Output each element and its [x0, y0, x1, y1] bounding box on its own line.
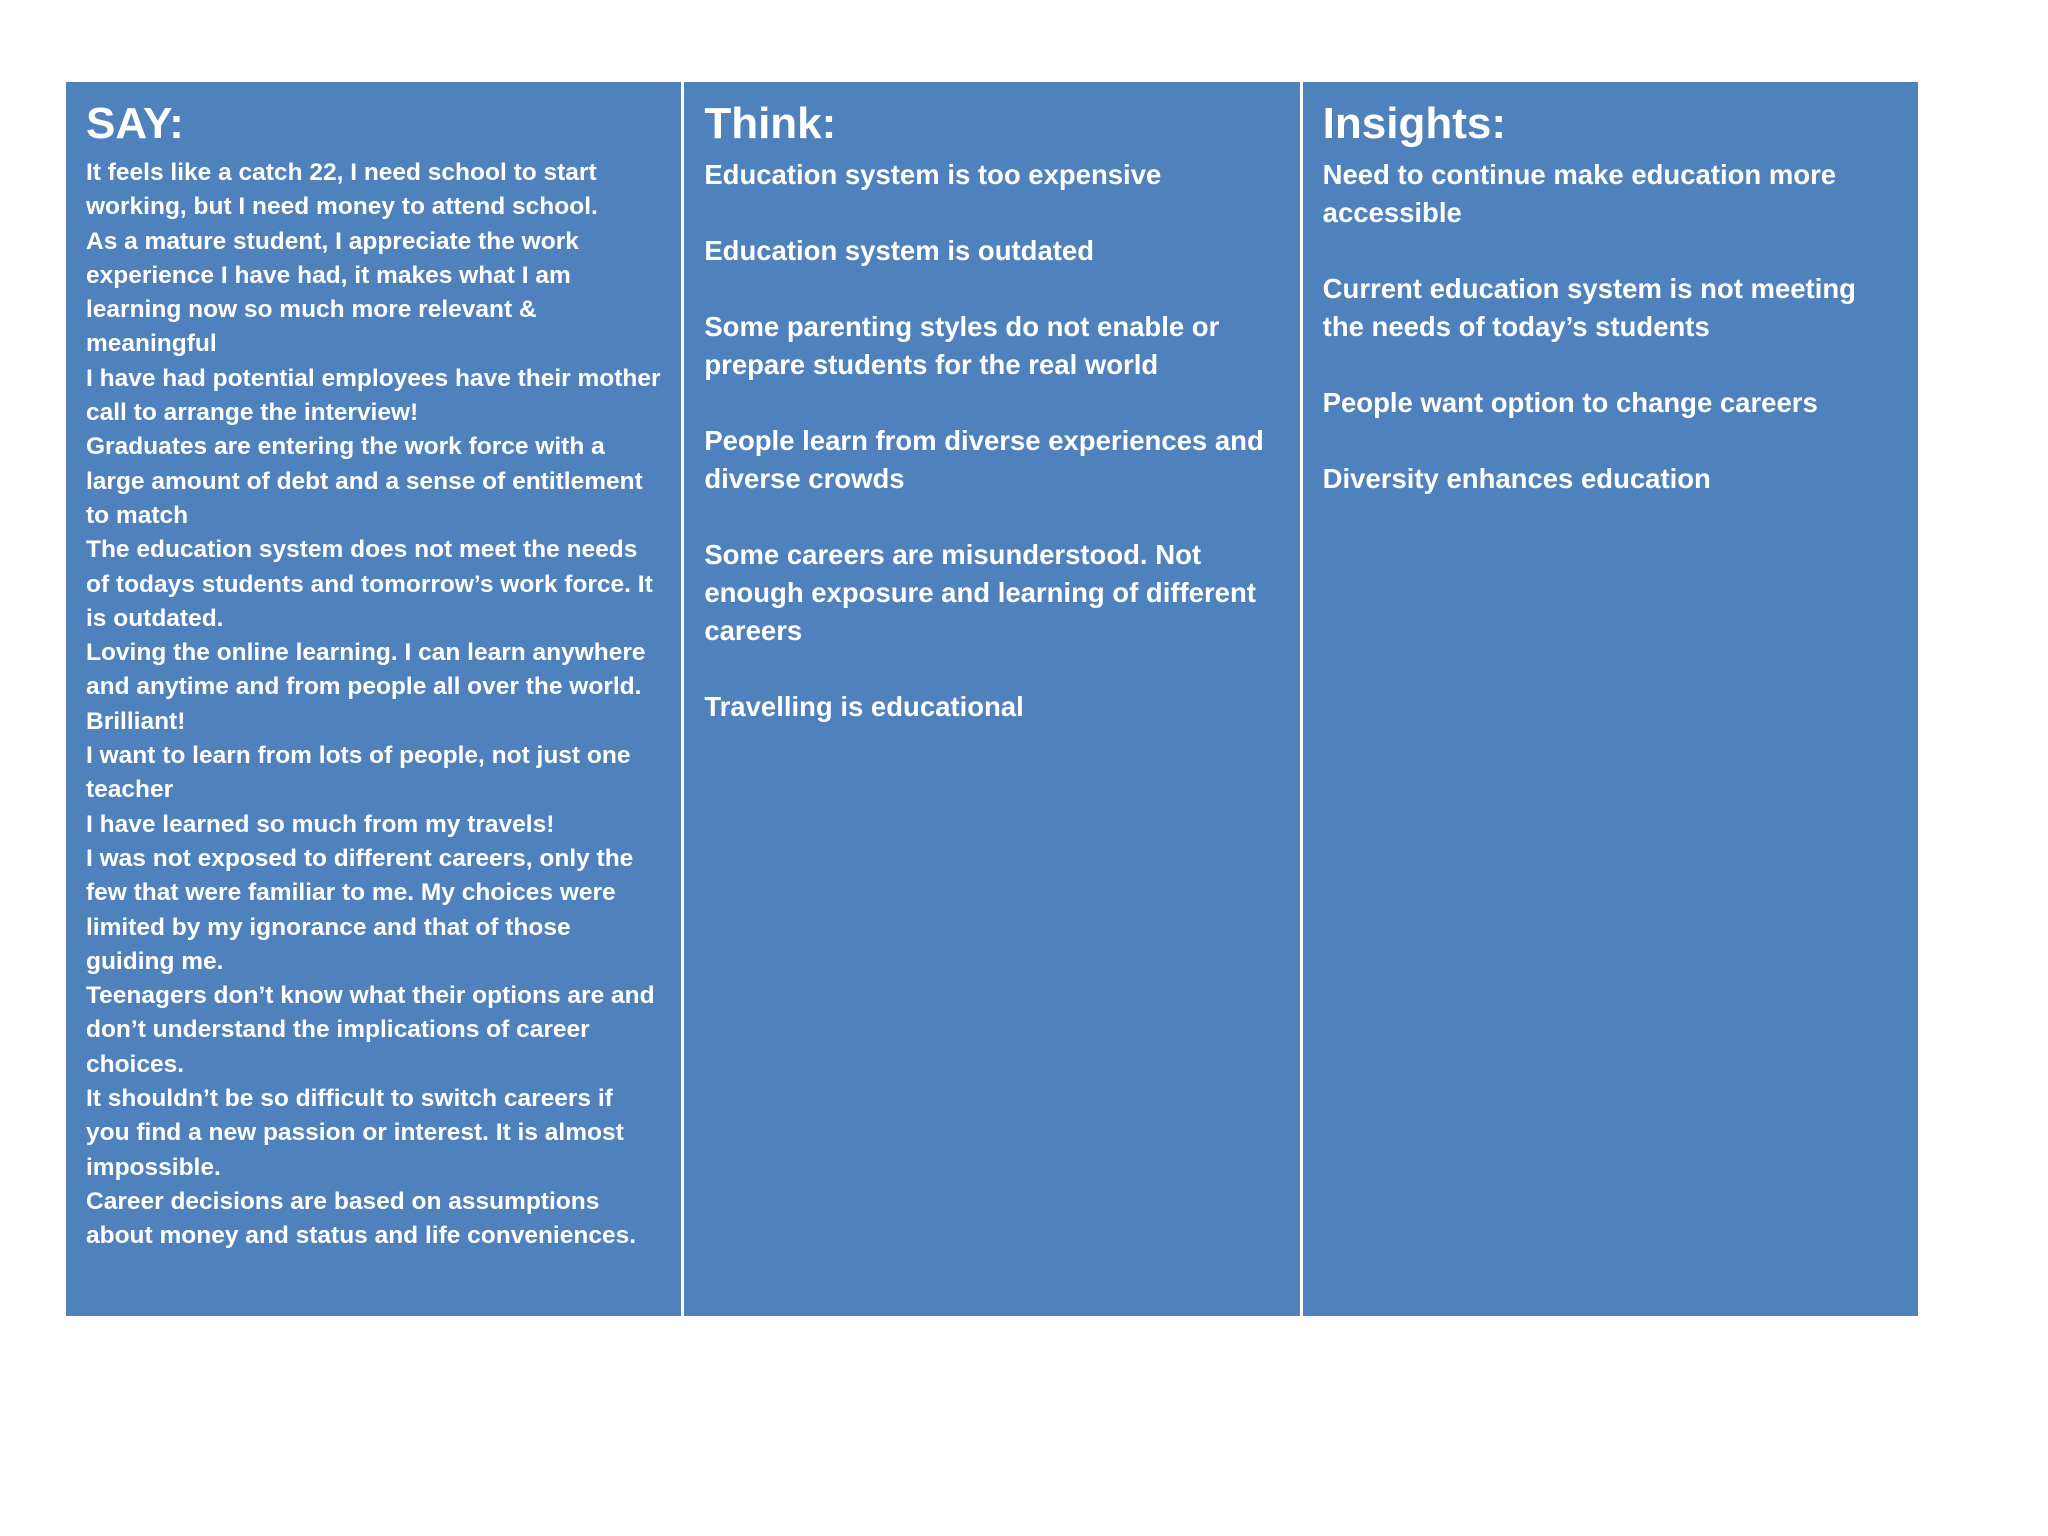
- insight-item: Current education system is not meeting the needs of today’s students: [1322, 273, 1856, 342]
- think-item: Some careers are misunderstood. Not enough exposure and learning of different careers: [704, 539, 1256, 646]
- think-heading: Think:: [704, 99, 837, 148]
- insight-item: Need to continue make education more accessible: [1322, 159, 1837, 228]
- insights-heading: Insights:: [1322, 99, 1506, 148]
- think-item: People learn from diverse experiences and diverse crowds: [704, 425, 1264, 494]
- say-heading: SAY:: [86, 99, 184, 148]
- say-item: The education system does not meet the needs of todays students and tomorrow’s work force. It is outdated.: [86, 536, 653, 632]
- think-list: [704, 156, 1279, 726]
- say-item: I have learned so much from my travels!: [86, 810, 555, 838]
- say-item: Career decisions are based on assumptions about money and status and life conveniences.: [86, 1187, 637, 1250]
- think-item: Some parenting styles do not enable or prepare students for the real world: [704, 311, 1220, 380]
- empathy-map-board: [66, 82, 1918, 1316]
- think-item: Education system is too expensive: [704, 159, 1162, 190]
- think-item: Education system is outdated: [704, 235, 1094, 266]
- say-list: [86, 156, 661, 1254]
- say-column: [66, 82, 681, 1316]
- say-item: Graduates are entering the work force with a large amount of debt and a sense of entitlement to match: [86, 433, 643, 529]
- say-item: As a mature student, I appreciate the work experience I have had, it makes what I am learning now so much more relevant & meaningful: [86, 227, 579, 358]
- say-item: I was not exposed to different careers, only the few that were familiar to me. My choices were limited by my ignorance and that of those guiding me.: [86, 844, 634, 975]
- think-item: Travelling is educational: [704, 691, 1024, 722]
- say-item: It shouldn’t be so difficult to switch careers if you find a new passion or interest. It is almost impossible.: [86, 1085, 624, 1181]
- say-item: Teenagers don’t know what their options are and don’t understand the implications of career choices.: [86, 982, 655, 1078]
- say-item: Loving the online learning. I can learn anywhere and anytime and from people all over the world. Brilliant!: [86, 639, 646, 735]
- insights-list: [1323, 156, 1898, 498]
- insight-item: Diversity enhances education: [1322, 463, 1711, 494]
- say-item: I want to learn from lots of people, not just one teacher: [86, 742, 631, 804]
- insight-item: People want option to change careers: [1322, 387, 1818, 418]
- insights-column: [1303, 82, 1918, 1316]
- think-column: [684, 82, 1299, 1316]
- say-item: I have had potential employees have their mother call to arrange the interview!: [86, 364, 661, 427]
- say-item: It feels like a catch 22, I need school to start working, but I need money to attend school.: [86, 159, 598, 221]
